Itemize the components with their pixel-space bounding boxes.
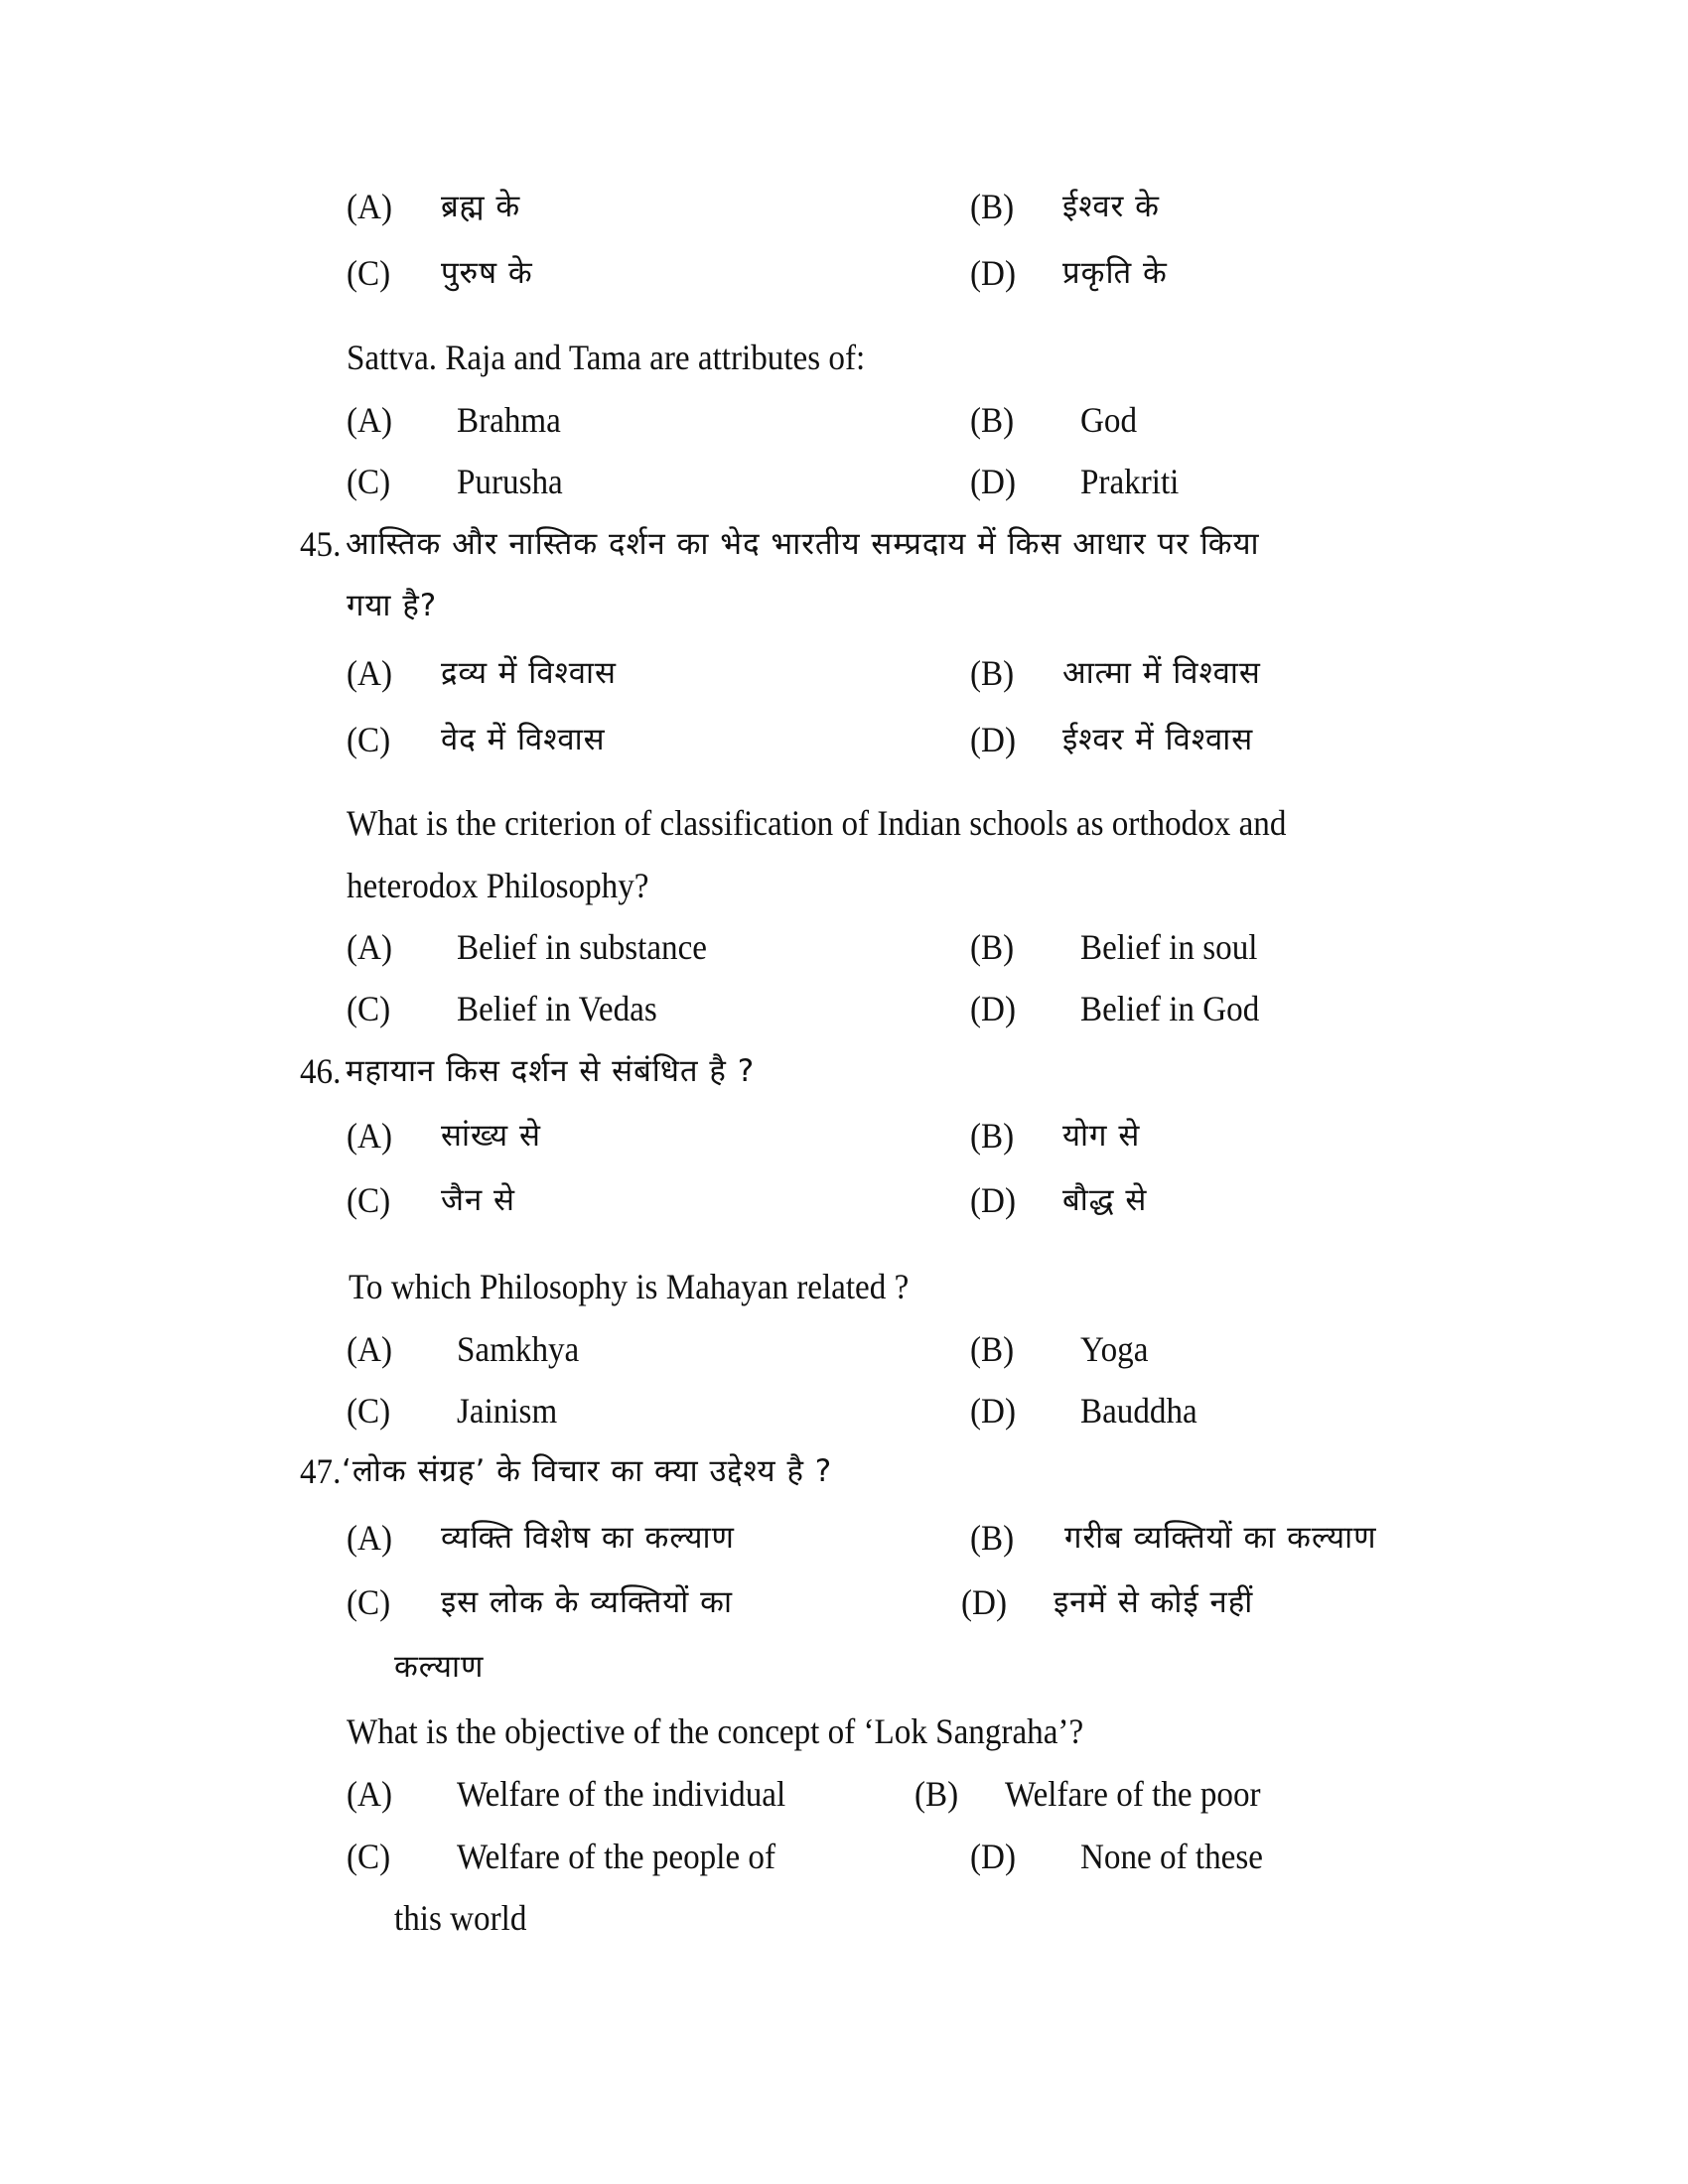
option-text: इस लोक के व्यक्तियों का	[441, 1584, 733, 1620]
option-text: ईश्वर के	[1062, 189, 1160, 224]
option-label: (B)	[970, 1329, 1015, 1369]
option-text: वेद में विश्वास	[441, 722, 606, 757]
option-text: ईश्वर में विश्वास	[1062, 722, 1254, 757]
option-label: (B)	[970, 1116, 1015, 1156]
option-label: (B)	[970, 927, 1015, 967]
option-text: गरीब व्यक्तियों का कल्याण	[1064, 1520, 1377, 1556]
option-label: (D)	[970, 1837, 1016, 1876]
option-text: Prakriti	[1080, 462, 1180, 501]
option-label: (C)	[347, 1837, 391, 1876]
option-label: (B)	[970, 653, 1015, 693]
option-label: (C)	[347, 1391, 391, 1431]
option-text: ब्रह्म के	[441, 189, 521, 224]
option-text: आत्मा में विश्वास	[1062, 655, 1261, 691]
option-label: (C)	[347, 253, 391, 293]
option-text: द्रव्य में विश्वास	[441, 655, 617, 691]
option-label: (D)	[970, 989, 1016, 1028]
option-label: (A)	[347, 1116, 392, 1156]
option-text: बौद्ध से	[1062, 1182, 1148, 1218]
option-label: (C)	[347, 989, 391, 1028]
option-text: व्यक्ति विशेष का कल्याण	[441, 1520, 735, 1556]
option-text: इनमें से कोई नहीं	[1054, 1584, 1254, 1620]
question-number: 46.	[300, 1051, 342, 1091]
option-text: Jainism	[457, 1391, 558, 1431]
option-text: God	[1080, 400, 1138, 440]
option-text: Belief in soul	[1080, 927, 1258, 967]
question-number: 45.	[300, 524, 342, 564]
option-text: None of these	[1080, 1837, 1263, 1876]
question-text-hindi: महायान किस दर्शन से संबंधित है ?	[346, 1053, 756, 1089]
option-text: Welfare of the people of	[457, 1837, 776, 1876]
question-text-english: To which Philosophy is Mahayan related ?	[349, 1267, 910, 1306]
question-text-hindi: ‘लोक संग्रह’ के विचार का क्या उद्देश्य है ?	[342, 1453, 833, 1489]
option-text: प्रकृति के	[1062, 255, 1168, 291]
option-text: Belief in substance	[457, 927, 708, 967]
option-text: Yoga	[1080, 1329, 1149, 1369]
option-text: Samkhya	[457, 1329, 580, 1369]
question-text-english: What is the criterion of classification of Indian schools as orthodox and	[347, 803, 1287, 843]
option-label: (A)	[347, 1774, 392, 1814]
option-label: (C)	[347, 720, 391, 759]
option-text: Welfare of the poor	[1005, 1774, 1261, 1814]
option-label: (D)	[961, 1582, 1007, 1622]
option-text: Welfare of the individual	[457, 1774, 786, 1814]
option-label: (C)	[347, 1582, 391, 1622]
option-label: (B)	[914, 1774, 959, 1814]
option-label: (C)	[347, 462, 391, 501]
option-label: (C)	[347, 1180, 391, 1220]
question-text-english: What is the objective of the concept of ‘Lok Sangraha’?	[347, 1711, 1084, 1751]
option-text: सांख्य से	[441, 1118, 541, 1154]
option-label: (A)	[347, 927, 392, 967]
option-label: (A)	[347, 653, 392, 693]
option-text: Bauddha	[1080, 1391, 1197, 1431]
option-text: Purusha	[457, 462, 563, 501]
option-label: (A)	[347, 187, 392, 226]
question-text-hindi: आस्तिक और नास्तिक दर्शन का भेद भारतीय सम्प्रदाय में किस आधार पर किया	[346, 526, 1260, 562]
option-label: (A)	[347, 400, 392, 440]
option-text-continuation: this world	[394, 1898, 527, 1938]
option-label: (D)	[970, 1391, 1016, 1431]
option-label: (B)	[970, 400, 1015, 440]
option-text-continuation: कल्याण	[394, 1649, 485, 1685]
question-text-english: Sattva. Raja and Tama are attributes of:	[347, 338, 866, 377]
option-label: (A)	[347, 1329, 392, 1369]
option-label: (B)	[970, 1518, 1015, 1558]
option-label: (D)	[970, 1180, 1016, 1220]
option-text: Belief in Vedas	[457, 989, 657, 1028]
option-text: Brahma	[457, 400, 561, 440]
option-label: (D)	[970, 720, 1016, 759]
option-text: Belief in God	[1080, 989, 1260, 1028]
question-number: 47.	[300, 1451, 342, 1491]
option-text: जैन से	[441, 1182, 516, 1218]
option-label: (B)	[970, 187, 1015, 226]
option-text: पुरुष के	[441, 255, 533, 291]
option-label: (A)	[347, 1518, 392, 1558]
question-text-hindi: गया है?	[347, 588, 438, 623]
option-label: (D)	[970, 253, 1016, 293]
option-label: (D)	[970, 462, 1016, 501]
question-text-english: heterodox Philosophy?	[347, 866, 649, 905]
option-text: योग से	[1062, 1118, 1141, 1154]
